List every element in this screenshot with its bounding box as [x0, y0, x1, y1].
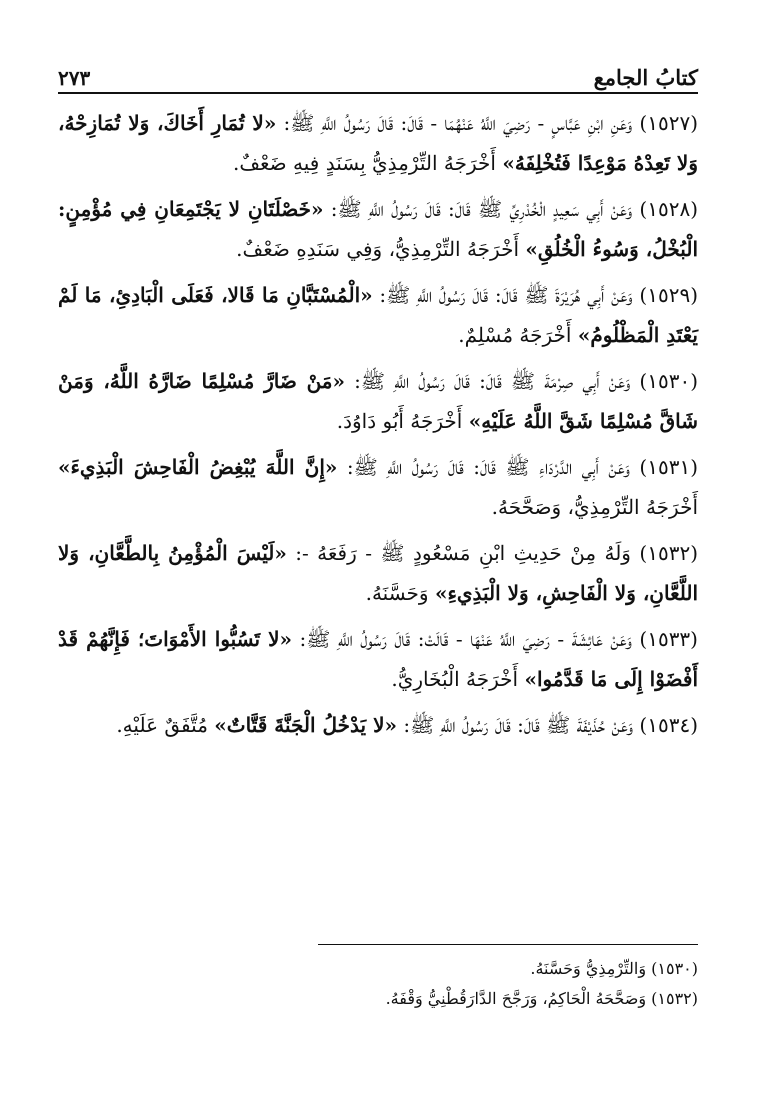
hadith-1531 — [58, 448, 698, 527]
hadith-number: (١٥٣٠) — [639, 369, 698, 393]
hadith-number: (١٥٣٣) — [639, 627, 698, 651]
hadith-1533 — [58, 620, 698, 699]
hadith-quote: «لَيْسَ الْمُؤْمِنُ بِالطَّعَّانِ، وَلا اللَّعَّانِ، وَلا الْفَاحِشِ، وَلا الْبَذِيءِ» — [58, 541, 698, 605]
hadith-list — [58, 104, 698, 746]
hadith-1530 — [58, 362, 698, 441]
hadith-source: وَحَسَّنَهُ. — [365, 580, 435, 605]
hadith-source: أَخْرَجَهُ التِّرْمِذِيُّ، وَفِي سَنَدِهِ ضَعْفٌ. — [236, 236, 526, 261]
running-header — [58, 52, 698, 94]
hadith-number: (١٥٢٨) — [639, 197, 698, 221]
hadith-number: (١٥٢٩) — [639, 283, 698, 307]
footnote-item: (١٥٣٠) وَالتِّرْمِذِيُّ وَحَسَّنَهُ. — [530, 959, 698, 978]
hadith-quote: «الْمُسْتَبَّانِ مَا قَالا، فَعَلَى الْبَادِئِ، مَا لَمْ يَعْتَدِ الْمَظْلُومُ» — [58, 283, 698, 347]
hadith-1527 — [58, 104, 698, 183]
footnotes — [58, 954, 698, 1014]
hadith-1532 — [58, 534, 698, 613]
hadith-intro: وَعَنْ عَائِشَةَ - رَضِيَ اللَّهُ عَنْهَا - قَالَتْ: قَالَ رَسُولُ اللَّهِ ﷺ: — [292, 627, 640, 651]
hadith-intro: وَلَهُ مِنْ حَدِيثِ ابْنِ مَسْعُودٍ ﷺ - رَفَعَهُ -: — [286, 541, 640, 565]
hadith-intro: وَعَنْ أَبِي هُرَيْرَةَ ﷺ قَالَ: قَالَ رَسُولُ اللَّهِ ﷺ: — [372, 283, 640, 307]
hadith-1534 — [58, 706, 698, 746]
hadith-number: (١٥٢٧) — [639, 111, 698, 135]
hadith-source: أَخْرَجَهُ أَبُو دَاوُدَ. — [336, 408, 469, 433]
hadith-source: أَخْرَجَهُ مُسْلِمٌ. — [458, 322, 578, 347]
footnote-item: (١٥٣٢) وَصَحَّحَهُ الْحَاكِمُ، وَرَجَّحَ الدَّارَقُطْنِيُّ وَقْفَهُ. — [385, 989, 698, 1008]
hadith-source: أَخْرَجَهُ الْبُخَارِيُّ. — [391, 666, 525, 691]
hadith-number: (١٥٣١) — [639, 455, 698, 479]
hadith-quote: «خَصْلَتَانِ لا يَجْتَمِعَانِ فِي مُؤْمِنٍ: الْبُخْلُ، وَسُوءُ الْخُلُقِ» — [58, 197, 698, 261]
hadith-intro: وَعَنْ أَبِي صِرْمَةَ ﷺ قَالَ: قَالَ رَسُولُ اللَّهِ ﷺ: — [345, 369, 640, 393]
hadith-intro: وَعَنْ أَبِي سَعِيدٍ الْخُدْرِيِّ ﷺ قَالَ: قَالَ رَسُولُ اللَّهِ ﷺ: — [323, 197, 640, 221]
hadith-quote: «لا يَدْخُلُ الْجَنَّةَ قَتَّاتٌ» — [214, 713, 397, 737]
hadith-intro: وَعَنْ حُذَيْفَةَ ﷺ قَالَ: قَالَ رَسُولُ اللَّهِ ﷺ: — [396, 713, 640, 737]
hadith-number: (١٥٣٢) — [639, 541, 698, 565]
page-number: ٢٧٣ — [58, 66, 91, 90]
hadith-quote: «مَنْ ضَارَّ مُسْلِمًا ضَارَّهُ اللَّهُ، وَمَنْ شَاقَّ مُسْلِمًا شَقَّ اللَّهُ عَلَيْهِ» — [58, 369, 698, 433]
hadith-intro: وَعَنْ أَبِي الدَّرْدَاءِ ﷺ قَالَ: قَالَ رَسُولُ اللَّهِ ﷺ: — [337, 455, 640, 479]
hadith-1528 — [58, 190, 698, 269]
hadith-quote: «إِنَّ اللَّهَ يُبْغِضُ الْفَاحِشَ الْبَذِيءَ» — [58, 455, 338, 479]
book-page — [58, 52, 698, 1008]
hadith-1529 — [58, 276, 698, 355]
hadith-quote: «لا تُمَارِ أَخَاكَ، وَلا تُمَازِحْهُ، وَلا تَعِدْهُ مَوْعِدًا فَتُخْلِفَهُ» — [58, 111, 698, 175]
hadith-quote: «لا تَسُبُّوا الأَمْوَاتَ؛ فَإِنَّهُمْ قَدْ أَفْضَوْا إِلَى مَا قَدَّمُوا» — [58, 627, 698, 691]
hadith-source: مُتَّفَقٌ عَلَيْهِ. — [116, 713, 215, 737]
hadith-source: أَخْرَجَهُ التِّرْمِذِيُّ بِسَنَدٍ فِيهِ ضَعْفٌ. — [232, 150, 503, 175]
hadith-number: (١٥٣٤) — [639, 713, 698, 737]
hadith-intro: وَعَنِ ابْنِ عَبَّاسٍ - رَضِيَ اللَّهُ عَنْهُمَا - قَالَ: قَالَ رَسُولُ اللَّهِ ﷺ: — [276, 111, 640, 135]
footnote-divider — [318, 944, 698, 945]
chapter-title: كتابُ الجامع — [593, 65, 698, 90]
hadith-source: أَخْرَجَهُ التِّرْمِذِيُّ، وَصَحَّحَهُ. — [491, 494, 698, 519]
